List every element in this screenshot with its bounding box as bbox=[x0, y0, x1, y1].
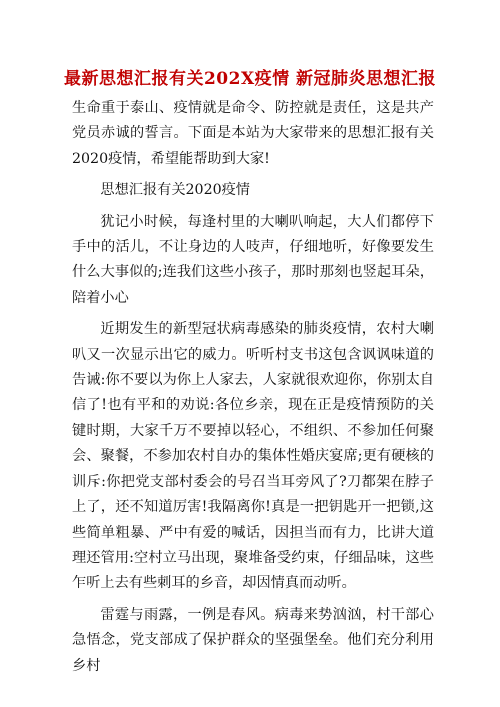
paragraph-village-loudspeaker: 近期发生的新型冠状病毒感染的肺炎疫情，农村大喇叭又一次显示出它的威力。听听村支书这包含讽讽味道的告诫:你不要以为你上人家去，人家就很欢迎你，你别太自信了!也有平和的劝说:各位乡亲，现在正是疫情预防的关键时期，大家千万不要掉以轻心，不组织、不参加任何聚会、聚餐，不参加农村自办的集体性婚庆宴席;更有硬核的训斥:你把党支部村委会的号召当耳旁风了?刀都架在脖子上了，还不知道厉害!我隔离你!真是一把钥匙开一把锁,这些简单粗暴、严中有爱的喊话，因担当而有力，比讲大道理还管用:空村立马出现，聚堆备受约束，仔细品味，这些乍听上去有些刺耳的乡音，却因情真而动听。 bbox=[72, 321, 434, 592]
paragraph-subheading: 思想汇报有关2020疫情 bbox=[100, 182, 250, 199]
document-title: 最新思想汇报有关202X疫情 新冠肺炎思想汇报 bbox=[63, 69, 437, 89]
document-body bbox=[72, 96, 434, 685]
paragraph-childhood-memory: 犹记小时候，每逢村里的大喇叭响起，大人们都停下手中的活儿，不让身边的人吱声，仔细地听，好像要发生什么大事似的;连我们这些小孩子，那时那刻也竖起耳朵，陪着小心 bbox=[72, 213, 434, 306]
paragraph-thunder-rain: 雷霆与雨露，一例是春风。病毒来势汹汹，村干部心急悟念，党支部成了保护群众的坚强堡垒。他们充分利用乡村 bbox=[72, 606, 434, 674]
paragraph-intro: 生命重于泰山、疫情就是命令、防控就是责任，这是共产党员赤诚的誓言。下面是本站为大家带来的思想汇报有关2020疫情，希望能帮助到大家! bbox=[72, 100, 434, 167]
